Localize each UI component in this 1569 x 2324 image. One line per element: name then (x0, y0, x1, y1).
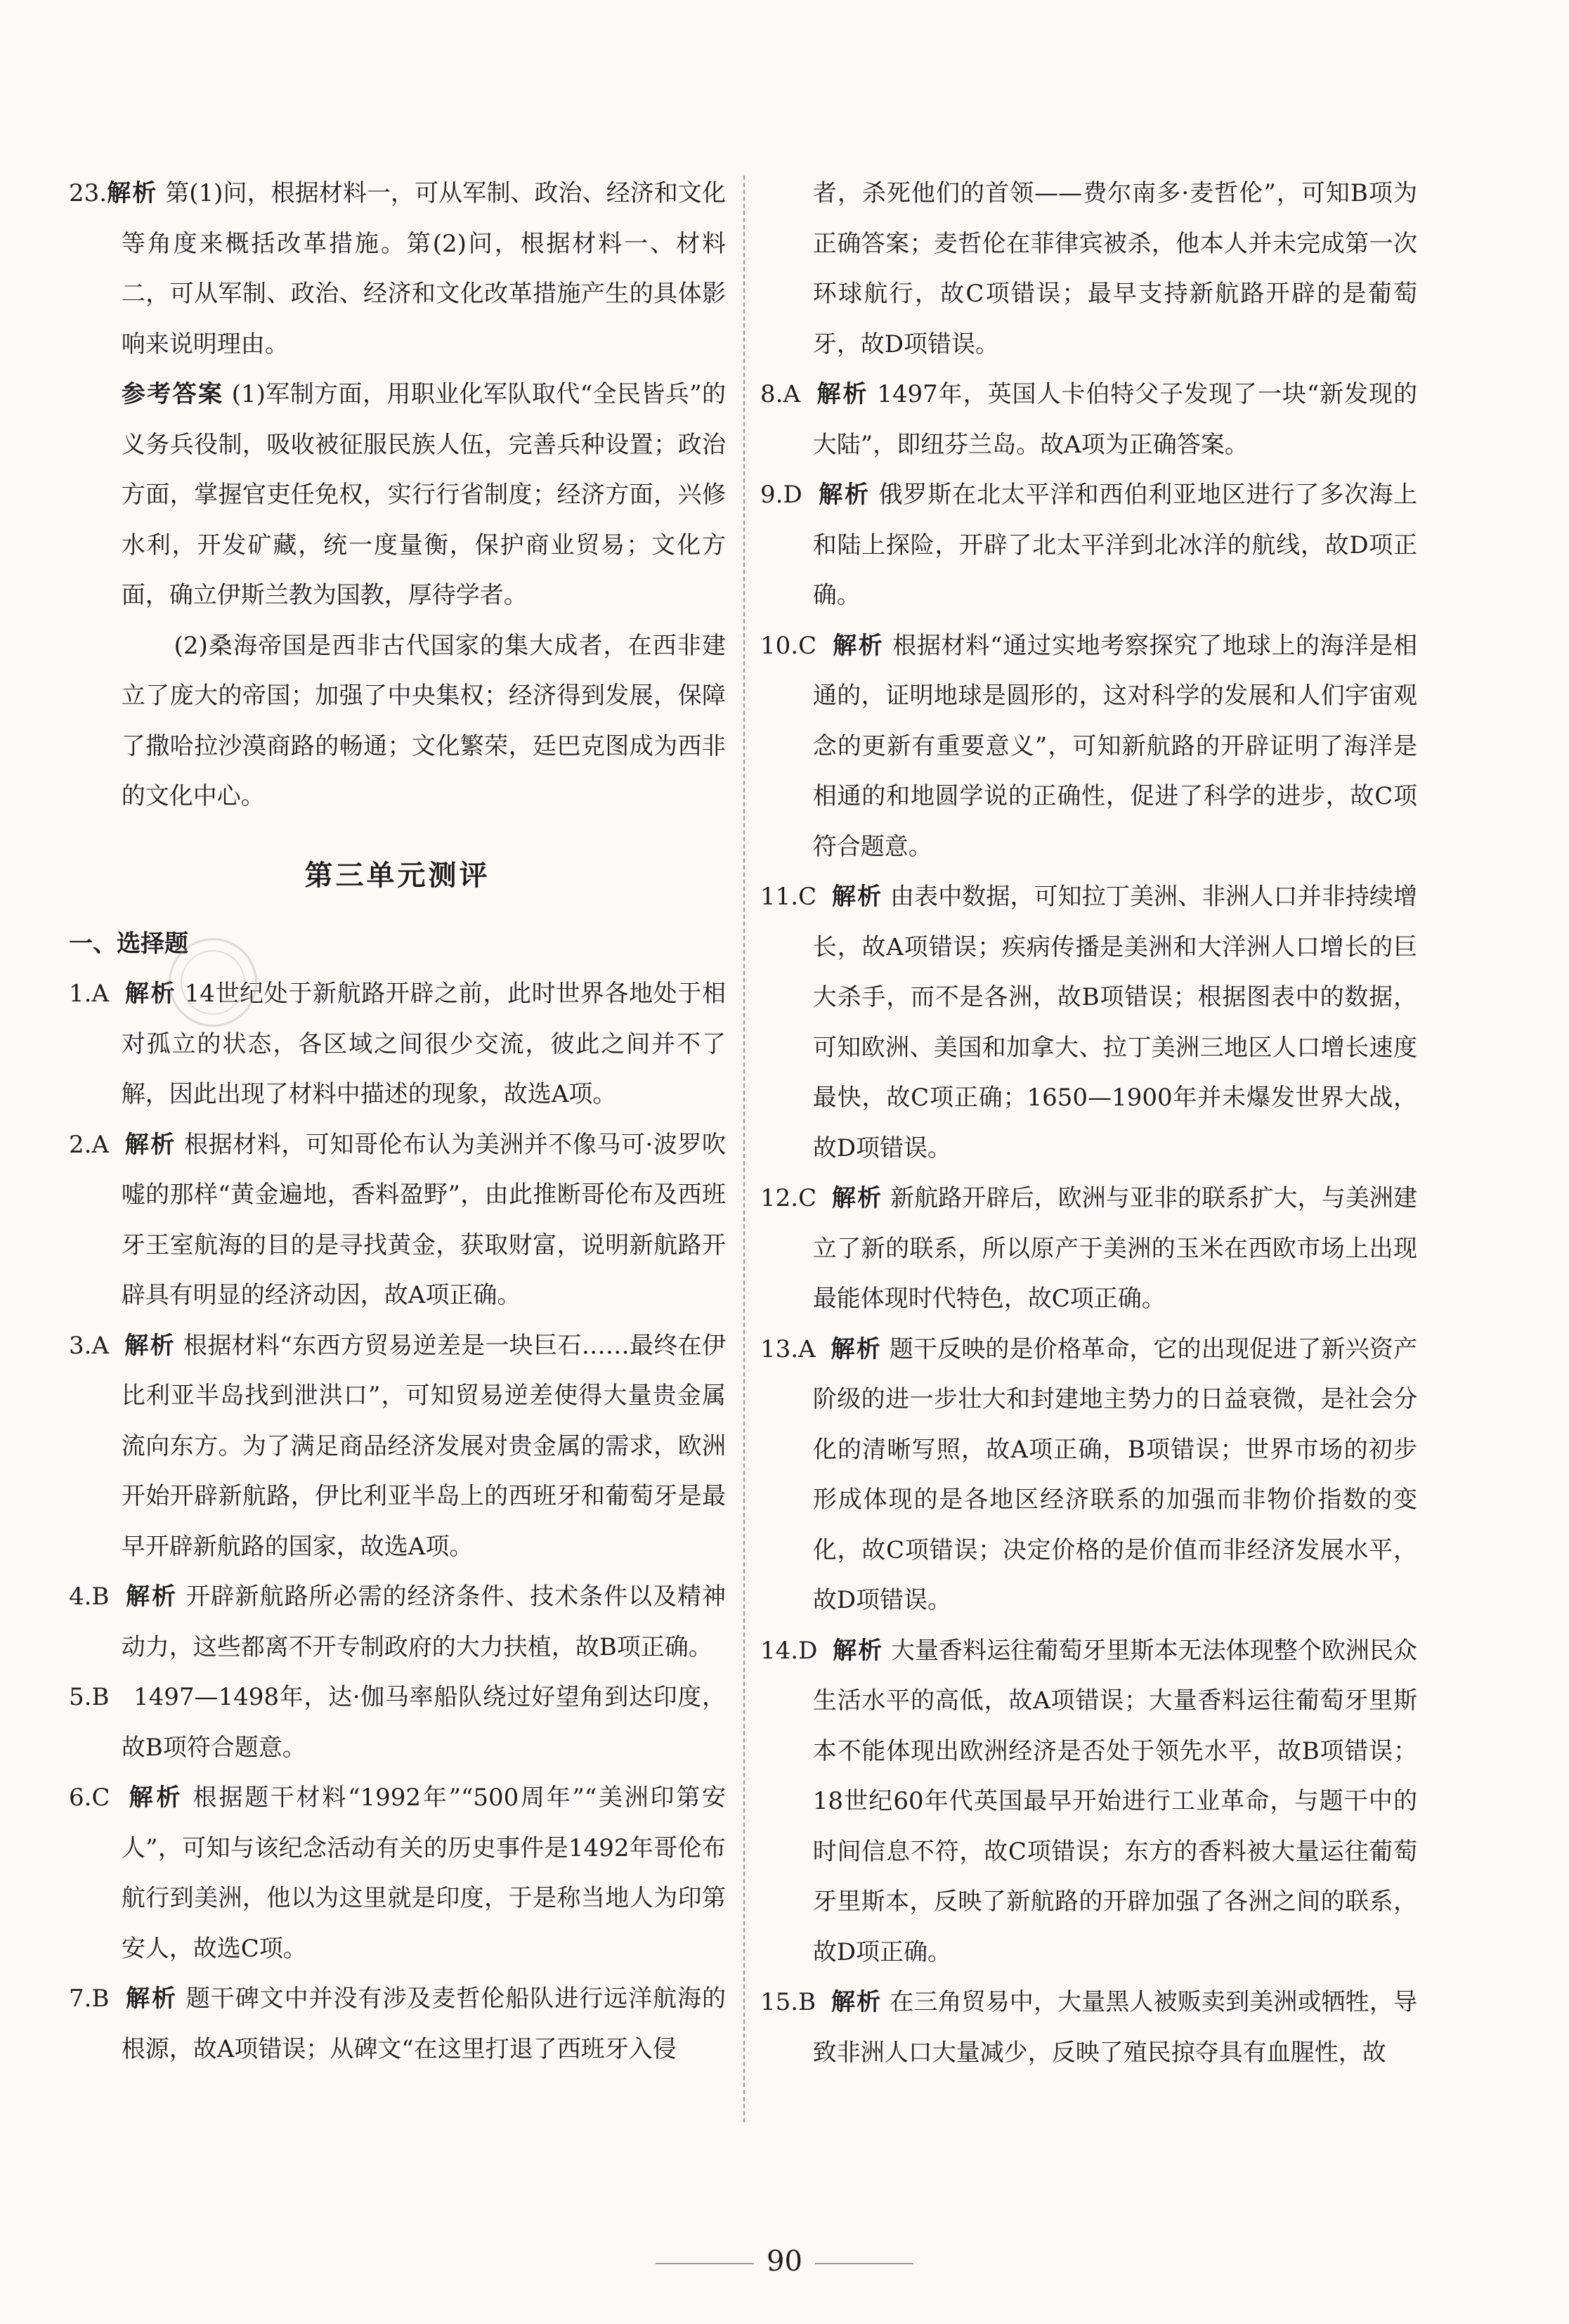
page-footer (0, 2245, 1569, 2278)
item-number: 11.C (760, 883, 817, 911)
item-number: 13.A (760, 1335, 816, 1363)
analysis-tag: 解析 (831, 883, 883, 911)
answer-item-23 (69, 169, 726, 370)
item-number: 6.C (69, 1784, 110, 1812)
column-divider (743, 176, 745, 2122)
answer-item (760, 1325, 1417, 1626)
analysis-tag: 解析 (129, 1784, 184, 1812)
item-number: 12.C (760, 1184, 817, 1212)
analysis-tag: 解析 (107, 179, 158, 207)
answer-item (760, 1978, 1417, 2078)
analysis-tag: 解析 (126, 1985, 178, 2013)
answer-item (760, 1626, 1417, 1978)
answer-item (760, 872, 1417, 1174)
analysis-tag: 解析 (126, 1583, 178, 1611)
analysis-text: 根据题干材料“1992年”“500周年”“美洲印第安人”，可知与该纪念活动有关的历史事件是1492年哥伦布航行到美洲，他以为这里就是印度，于是称当地人为印第安人，故选C项。 (121, 1784, 726, 1963)
footer-rule-right (815, 2263, 913, 2264)
answer-item (69, 1572, 726, 1673)
analysis-text: 1497年，英国人卡伯特父子发现了一块“新发现的大陆”，即纽芬兰岛。故A项为正确答案。 (812, 380, 1418, 459)
analysis-text: 题干反映的是价格革命，它的出现促进了新兴资产阶级的进一步壮大和封建地主势力的日益衰微，是社会分化的清晰写照，故A项正确，B项错误；世界市场的初步形成体现的是各地区经济联系的加强而非物价指数的变化，故C项错误；决定价格的是价值而非经济发展水平，故D项错误。 (812, 1335, 1418, 1614)
analysis-tag: 解析 (816, 380, 869, 408)
analysis-tag: 解析 (831, 1988, 883, 2016)
analysis-text: 由表中数据，可知拉丁美洲、非洲人口并非持续增长，故A项错误；疾病传播是美洲和大洋洲人口增长的巨大杀手，而不是各洲，故B项错误；根据图表中的数据，可知欧洲、美国和加拿大、拉丁美洲三地区人口增长速度最快，故C项正确；1650—1900年并未爆发世界大战，故D项错误。 (812, 883, 1418, 1162)
answer-item (69, 969, 726, 1120)
answer-item (69, 1773, 726, 1974)
analysis-text: 题干碑文中并没有涉及麦哲伦船队进行远洋航海的根源，故A项错误；从碑文“在这里打退了西班牙入侵 (121, 1985, 727, 2063)
item-number: 4.B (69, 1583, 110, 1611)
item-number: 3.A (69, 1331, 109, 1360)
analysis-tag: 解析 (124, 1331, 176, 1360)
answer-item (760, 1174, 1417, 1325)
right-column (760, 169, 1417, 2078)
answer-item (69, 1321, 726, 1573)
page-number: 90 (767, 2245, 802, 2278)
item-number: 10.C (760, 631, 817, 660)
analysis-text: 新航路开辟后，欧洲与亚非的联系扩大，与美洲建立了新的联系，所以原产于美洲的玉米在西欧市场上出现最能体现时代特色，故C项正确。 (812, 1184, 1418, 1313)
analysis-text: 俄罗斯在北太平洋和西伯利亚地区进行了多次海上和陆上探险，开辟了北太平洋到北冰洋的航线，故D项正确。 (812, 481, 1417, 609)
analysis-text: 14世纪处于新航路开辟之前，此时世界各地处于相对孤立的状态，各区域之间很少交流，彼此之间并不了解，因此出现了材料中描述的现象，故选A项。 (121, 980, 727, 1108)
item-number: 15.B (760, 1988, 816, 2016)
answer-item (69, 1120, 726, 1321)
analysis-tag: 解析 (833, 631, 885, 660)
analysis-tag: 解析 (124, 980, 177, 1008)
continuation-text: 者，杀死他们的首领——费尔南多·麦哲伦”，可知B项为正确答案；麦哲伦在菲律宾被杀，他本人并未完成第一次环球航行，故C项错误；最早支持新航路开辟的是葡萄牙，故D项错误。 (812, 179, 1417, 358)
item-number: 2.A (69, 1130, 109, 1159)
analysis-tag: 解析 (831, 1184, 883, 1212)
answer-item (760, 370, 1417, 470)
item-number: 5.B (69, 1683, 110, 1711)
item-number: 8.A (760, 380, 800, 408)
answer-item (69, 1974, 726, 2075)
section-title: 一、选择题 (69, 929, 188, 958)
analysis-tag: 解析 (124, 1130, 176, 1159)
item-number: 1.A (69, 980, 109, 1008)
reference-answer-tag: 参考答案 (121, 380, 224, 408)
analysis-tag: 解析 (833, 1636, 884, 1665)
item-number: 7.B (69, 1985, 110, 2013)
analysis-text: 第(1)问，根据材料一，可从军制、政治、经济和文化等角度来概括改革措施。第(2)问，根据材料一、材料二，可从军制、政治、经济和文化改革措施产生的具体影响来说明理由。 (121, 179, 727, 358)
analysis-text: 根据材料“东西方贸易逆差是一块巨石……最终在伊比利亚半岛找到泄洪口”，可知贸易逆差使得大量贵金属流向东方。为了满足商品经济发展对贵金属的需求，欧洲开始开辟新航路，伊比利亚半岛上的西班牙和葡萄牙是最早开辟新航路的国家，故选A项。 (121, 1331, 726, 1561)
item-number: 9.D (760, 481, 802, 509)
answer-block (69, 370, 726, 621)
analysis-tag: 解析 (819, 481, 871, 509)
answer-item (760, 470, 1417, 621)
answer-part-1: (1)军制方面，用职业化军队取代“全民皆兵”的义务兵役制，吸收被征服民族人伍，完善兵种设置；政治方面，掌握官吏任免权，实行行省制度；经济方面，兴修水利，开发矿藏，统一度量衡，保护商业贸易；文化方面，确立伊斯兰教为国教，厚待学者。 (121, 380, 727, 609)
analysis-text: 根据材料，可知哥伦布认为美洲并不像马可·波罗吹嘘的那样“黄金遍地，香料盈野”，由此推断哥伦布及西班牙王室航海的目的是寻找黄金，获取财富，说明新航路开辟具有明显的经济动因，故A项正确。 (121, 1130, 726, 1309)
watermark-stamp-icon (169, 938, 257, 1027)
footer-rule-left (656, 2263, 754, 2264)
analysis-text: 1497—1498年，达·伽马率船队绕过好望角到达印度，故B项符合题意。 (121, 1683, 727, 1762)
answer-item (760, 621, 1417, 873)
analysis-text: 根据材料“通过实地考察探究了地球上的海洋是相通的，证明地球是圆形的，这对科学的发展和人们宇宙观念的更新有重要意义”，可知新航路的开辟证明了海洋是相通的和地圆学说的正确性，促进了科学的进步，故C项符合题意。 (812, 631, 1417, 861)
answer-part-2: (2)桑海帝国是西非古代国家的集大成者，在西非建立了庞大的帝国；加强了中央集权；经济得到发展，保障了撒哈拉沙漠商路的畅通；文化繁荣，廷巴克图成为西非的文化中心。 (121, 631, 726, 810)
unit-title: 第三单元测评 (304, 859, 490, 892)
analysis-tag: 解析 (831, 1335, 882, 1363)
analysis-text: 大量香料运往葡萄牙里斯本无法体现整个欧洲民众生活水平的高低，故A项错误；大量香料运往葡萄牙里斯本不能体现出欧洲经济是否处于领先水平，故B项错误；18世纪60年代英国最早开始进行工业革命，与题干中的时间信息不符，故C项错误；东方的香料被大量运往葡萄牙里斯本，反映了新航路的开辟加强了各洲之间的联系，故D项正确。 (812, 1636, 1417, 1966)
item-number: 14.D (760, 1636, 818, 1665)
left-column (69, 169, 726, 2075)
item-number: 23. (69, 179, 108, 207)
analysis-text: 开辟新航路所必需的经济条件、技术条件以及精神动力，这些都离不开专制政府的大力扶植，故B项正确。 (121, 1583, 727, 1661)
answer-item (69, 1673, 726, 1773)
analysis-text: 在三角贸易中，大量黑人被贩卖到美洲或牺牲，导致非洲人口大量减少，反映了殖民掠夺具有血腥性，故 (812, 1988, 1418, 2067)
